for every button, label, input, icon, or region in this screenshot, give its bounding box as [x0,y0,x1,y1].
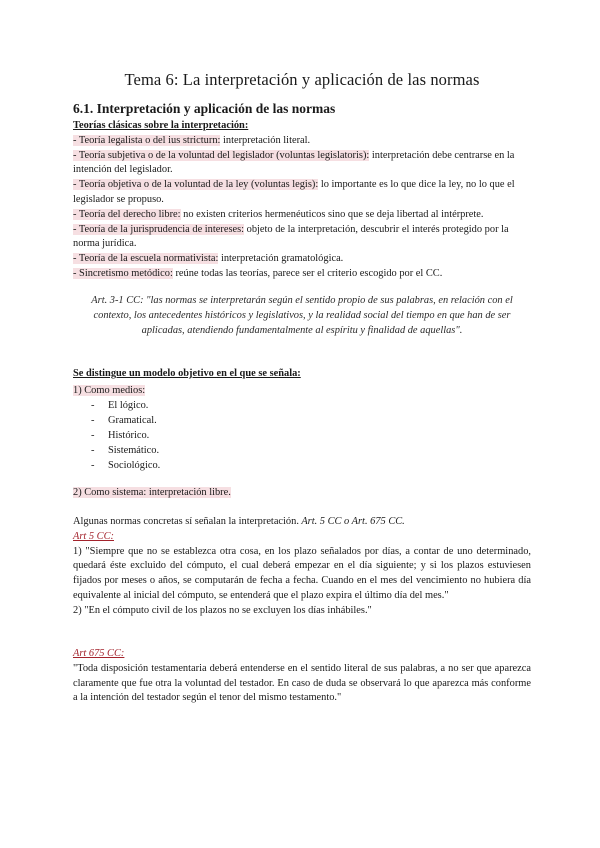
article-3-quote: Art. 3-1 CC: "las normas se interpretarán según el sentido propio de sus palabras, en relación con el contexto, los antecedentes históricos y legislativos, y la realidad social del tiempo en que han de ser aplicadas, atendiendo fundamentalmente al espíritu y finalidad de aquellas". [91,295,513,336]
art5-label: Art 5 CC: [73,530,114,542]
list-item: - Gramatical. [73,414,531,429]
theory-item: - Teoría subjetiva o de la voluntad del legislador (voluntas legislatoris): interpretación debe centrarse en la intención del legislador. [73,149,515,176]
model-block [73,367,531,475]
list-item: - Sociológico. [73,459,531,474]
media-list [73,399,531,475]
page-title: Tema 6: La interpretación y aplicación de las normas [124,70,480,89]
theories-block [73,119,531,282]
art675-paragraph: "Toda disposición testamentaria deberá entenderse en el sentido literal de sus palabras, a no ser que aparezca claramente que fue otra la voluntad del testador. En caso de duda se observará lo que aparezca más conforme a la intención del testador según el tenor del mismo testamento." [73,662,531,704]
concrete-block [73,515,531,619]
art675-block [73,647,531,706]
concrete-intro: Algunas normas concretas sí señalan la interpretación. Art. 5 CC o Art. 675 CC. [73,516,405,527]
media-label: 1) Como medios: [73,384,146,396]
section-heading: 6.1. Interpretación y aplicación de las normas [73,101,336,116]
art675-label: Art 675 CC: [73,648,125,659]
theory-item: - Teoría de la jurisprudencia de intereses: objeto de la interpretación, descubrir el interés protegido por la norma jurídica. [73,223,509,250]
system-line: 2) Como sistema: interpretación libre. [73,487,231,498]
list-item: - Sistemático. [73,444,531,459]
list-item: - Histórico. [73,429,531,444]
theory-item: - Teoría del derecho libre: no existen criterios hermenéuticos sino que se deja libertad al intérprete. [73,208,484,220]
model-heading: Se distingue un modelo objetivo en el que se señala: [73,368,301,379]
theory-item: - Teoría objetiva o de la voluntad de la ley (voluntas legis): lo importante es lo que dice la ley, no lo que el legislador se propuso. [73,179,515,205]
art5-paragraph-1: 1) "Siempre que no se establezca otra cosa, en los plazo señalados por días, a contar de uno determinado, quedará éste excluido del cómputo, el cual deberá empezar en el día siguiente; y si los plazos estuviesen fijados por meses o años, se computarán de fecha a fecha. Cuando en el mes del vencimiento no hubiera día equivalente al inicial del cómputo, se entenderá que el plazo expira el último día del mes." [73,545,531,601]
theories-heading: Teorías clásicas sobre la interpretación: [73,120,249,131]
theory-item: - Teoría legalista o del ius stricturn: interpretación literal. [73,134,311,146]
theory-item: - Teoría de la escuela normativista: interpretación gramatológica. [73,253,344,265]
list-item: - El lógico. [73,399,531,414]
art5-paragraph-2: 2) "En el cómputo civil de los plazos no se excluyen los días inhábiles." [73,604,372,616]
theory-item: - Sincretismo metódico: reúne todas las teorías, parece ser el criterio escogido por el CC. [73,267,443,279]
